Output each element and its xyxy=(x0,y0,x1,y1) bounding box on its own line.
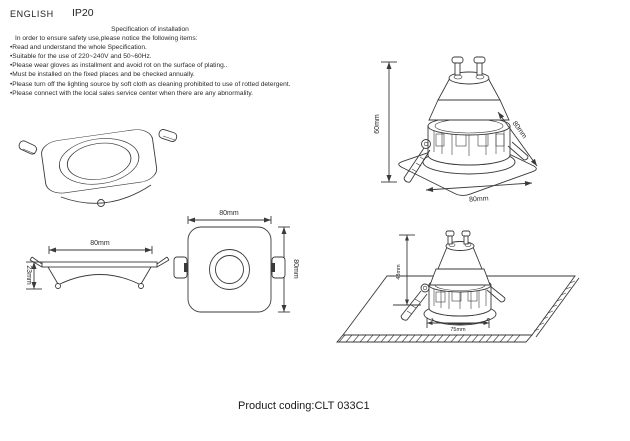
ip-rating-label: IP20 xyxy=(72,7,94,19)
instruction-item: •Read and understand the whole Specification. xyxy=(10,44,147,52)
dimension-height xyxy=(25,262,42,289)
installation-instructions xyxy=(10,25,302,98)
installation-drawing xyxy=(335,228,630,350)
trim-front-drawing xyxy=(170,204,302,336)
instruction-item: •Please connect with the local sales service center when there are any abnormality. xyxy=(10,89,253,97)
clip-tab-left xyxy=(174,257,188,278)
instruction-item: •Please turn off the lighting source by soft cloth as cleaning prohibited to use of rotted detergent. xyxy=(10,80,291,88)
instructions-title: Specification of installation xyxy=(111,26,189,33)
bulb-flare xyxy=(429,100,509,120)
spring-clip-left xyxy=(18,140,38,156)
trim-plate xyxy=(188,227,271,312)
product-code: CLT 033C1 xyxy=(314,400,370,412)
dimension-width xyxy=(188,210,271,224)
dimension-label: 60mm xyxy=(374,114,381,134)
trim-side-drawing xyxy=(18,234,170,312)
dimension-width xyxy=(49,240,152,254)
instruction-item: •Suitable for the use of 220~240V and 50~60Hz. xyxy=(10,53,152,61)
product-coding xyxy=(238,400,370,412)
clip-foot-left xyxy=(56,284,61,289)
trim-iso-drawing xyxy=(15,113,183,217)
dimension-height xyxy=(374,62,397,182)
dimension-label: 80mm xyxy=(468,195,489,204)
spring-clip-right xyxy=(158,128,178,142)
clip-foot-right xyxy=(139,284,144,289)
heatsink-collar xyxy=(428,117,510,165)
dimension-label: 80mm xyxy=(219,210,239,217)
dimension-label: 23mm xyxy=(25,265,32,285)
dimension-label: 75mm xyxy=(450,327,466,333)
dimension-label: 80mm xyxy=(292,259,299,279)
language-label: ENGLISH xyxy=(10,9,54,19)
clip-tab-right xyxy=(271,257,285,278)
trim-plate xyxy=(40,127,158,195)
instruction-item: •Please wear gloves as installment and avoid rot on the surface of plating.. xyxy=(10,62,228,70)
dimension-label: 43mm xyxy=(396,264,402,280)
instruction-item: •Must be installed on the fixed places and be checked annually. xyxy=(10,71,195,79)
product-coding-label: Product coding: xyxy=(238,400,315,412)
lamp-iso-drawing xyxy=(372,42,558,214)
dimension-label: 80mm xyxy=(510,120,528,141)
instructions-intro: In order to ensure safety use,please notice the following items: xyxy=(15,35,198,43)
trim-profile xyxy=(30,257,169,289)
dimension-label: 80mm xyxy=(90,240,110,247)
